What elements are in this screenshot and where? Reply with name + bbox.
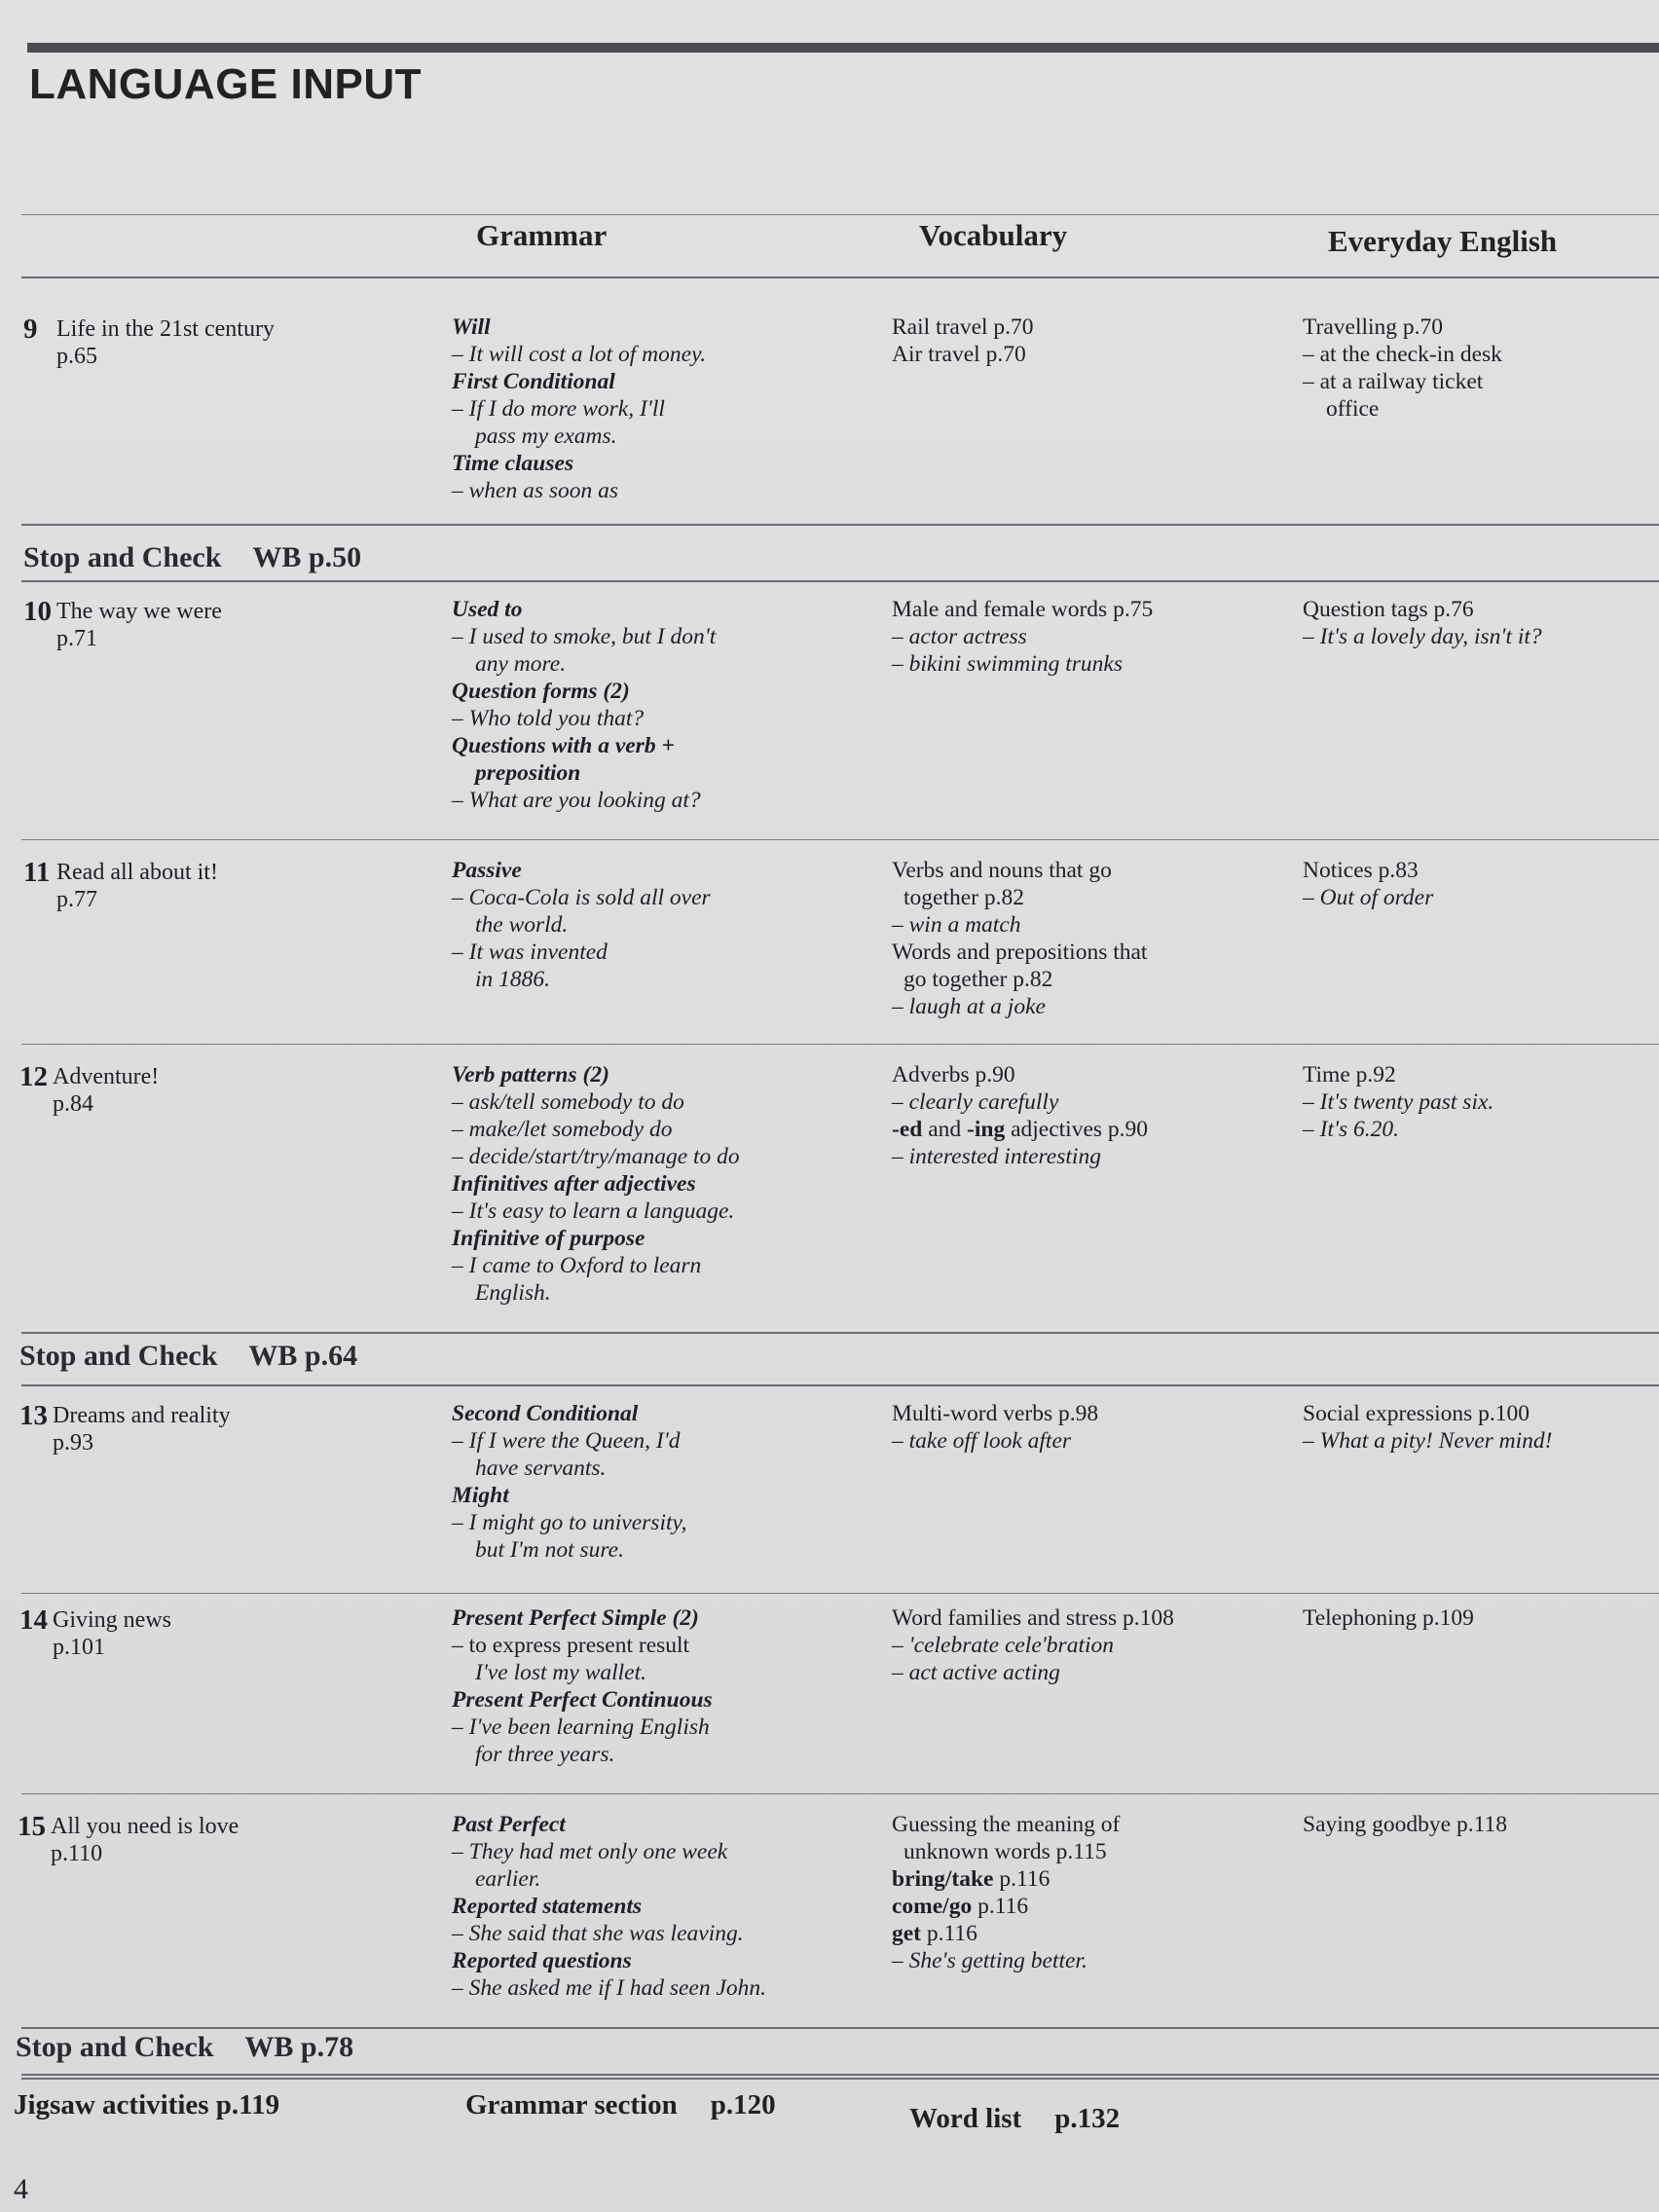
everyday-cell	[1303, 1400, 1624, 1455]
column-header-grammar: Grammar	[476, 218, 608, 252]
grammar-cell	[452, 313, 861, 504]
everyday-item: Question tags p.76	[1303, 597, 1474, 622]
grammar-heading: First Conditional	[452, 369, 615, 394]
grammar-heading: preposition	[475, 760, 581, 786]
grammar-heading: Infinitive of purpose	[452, 1226, 645, 1251]
example: – It's a lovely day, isn't it?	[1303, 624, 1542, 649]
unit-title	[51, 1813, 343, 1867]
grammar-heading: Time clauses	[452, 451, 574, 476]
unit-number: 9	[23, 313, 38, 345]
everyday-item: Social expressions p.100	[1303, 1401, 1530, 1426]
grammar-heading: Past Perfect	[452, 1812, 566, 1837]
unit-title-text: Adventure!	[53, 1064, 160, 1089]
everyday-item: Time p.92	[1303, 1062, 1396, 1088]
example: – act active acting	[892, 1660, 1060, 1685]
bold-term: bring/take	[892, 1866, 994, 1892]
everyday-item: Notices p.83	[1303, 858, 1419, 883]
example: – interested interesting	[892, 1144, 1101, 1169]
vocabulary-item: Word families and stress p.108	[892, 1605, 1174, 1631]
vocabulary-item: Air travel p.70	[892, 342, 1026, 367]
example: English.	[475, 1280, 551, 1306]
grammar-heading: Infinitives after adjectives	[452, 1171, 696, 1197]
vocabulary-item: Rail travel p.70	[892, 314, 1034, 340]
example: – She said that she was leaving.	[452, 1921, 744, 1946]
example: – I might go to university,	[452, 1510, 687, 1535]
vocabulary-item: go together p.82	[903, 967, 1053, 992]
vocabulary-cell	[892, 1061, 1301, 1170]
vocabulary-cell	[892, 1604, 1301, 1686]
example: – ask/tell somebody to do	[452, 1089, 684, 1115]
example: – They had met only one week	[452, 1839, 728, 1864]
grammar-heading: Might	[452, 1483, 509, 1508]
unit-title	[53, 1606, 345, 1661]
example: – What are you looking at?	[452, 788, 701, 813]
example: – I came to Oxford to learn	[452, 1253, 702, 1278]
unit-number: 14	[19, 1604, 48, 1636]
grammar-item: – to express present result	[452, 1633, 690, 1658]
word-list-page: p.132	[1054, 2103, 1121, 2134]
unit-number: 15	[18, 1811, 46, 1842]
unit-title-text: Life in the 21st century	[56, 316, 275, 342]
word-list-label: Word list	[909, 2103, 1022, 2134]
unit-title-text: The way we were	[56, 599, 222, 624]
example: – make/let somebody do	[452, 1117, 673, 1142]
grammar-section-link	[465, 2089, 776, 2121]
vocabulary-cell	[892, 857, 1301, 1020]
workbook-ref: WB p.50	[252, 541, 362, 573]
example: pass my exams.	[475, 424, 617, 449]
grammar-heading: Second Conditional	[452, 1401, 639, 1426]
vocabulary-item	[892, 1865, 1301, 1893]
unit-number: 13	[19, 1400, 48, 1431]
grammar-heading: Questions with a verb +	[452, 733, 675, 758]
unit-title-text: Giving news	[53, 1607, 171, 1633]
grammar-heading: Used to	[452, 597, 523, 622]
example: – 'celebrate cele'bration	[892, 1633, 1115, 1658]
bold-term: -ed	[892, 1117, 923, 1142]
divider	[21, 524, 1659, 526]
grammar-heading: Verb patterns (2)	[452, 1062, 609, 1088]
example: – I used to smoke, but I don't	[452, 624, 717, 649]
divider	[21, 1793, 1659, 1794]
example: – It's easy to learn a language.	[452, 1198, 735, 1224]
example: – What a pity! Never mind!	[1303, 1428, 1553, 1454]
example: – It's twenty past six.	[1303, 1089, 1494, 1115]
example: – It was invented	[452, 940, 608, 965]
vocabulary-cell	[892, 313, 1301, 368]
unit-page-ref: p.71	[56, 626, 97, 651]
unit-title	[56, 315, 349, 370]
vocabulary-cell	[892, 1811, 1301, 1974]
jigsaw-activities-link: Jigsaw activities p.119	[14, 2089, 280, 2120]
divider	[21, 1384, 1659, 1386]
word-list-link	[909, 2103, 1120, 2135]
grammar-cell	[452, 1811, 861, 2002]
divider	[21, 2027, 1659, 2029]
everyday-item: Saying goodbye p.118	[1303, 1812, 1507, 1837]
grammar-cell	[452, 1400, 861, 1564]
grammar-heading: Will	[452, 314, 491, 340]
bold-term: get	[892, 1921, 922, 1946]
page-ref: p.116	[972, 1894, 1029, 1919]
example: – I've been learning English	[452, 1714, 710, 1740]
divider	[21, 2074, 1659, 2076]
unit-title	[53, 1063, 345, 1118]
column-header-vocabulary: Vocabulary	[919, 218, 1068, 252]
top-rule	[27, 43, 1659, 53]
unit-title	[56, 859, 349, 913]
grammar-section-page: p.120	[710, 2089, 776, 2120]
vocabulary-item: unknown words p.115	[903, 1839, 1107, 1864]
unit-page-ref: p.77	[56, 887, 97, 912]
vocabulary-item: Words and prepositions that	[892, 940, 1148, 965]
unit-number: 10	[23, 596, 52, 627]
page-number: 4	[14, 2173, 28, 2205]
bold-term: -ing	[967, 1117, 1006, 1142]
stop-and-check-label: Stop and Check	[19, 1340, 218, 1372]
grammar-heading: Reported questions	[452, 1948, 632, 1973]
everyday-item: Telephoning p.109	[1303, 1605, 1474, 1631]
unit-title	[56, 598, 349, 652]
section-title: LANGUAGE INPUT	[29, 60, 422, 108]
example: in 1886.	[475, 967, 551, 992]
everyday-item: – at the check-in desk	[1303, 342, 1502, 367]
unit-title	[53, 1402, 345, 1456]
grammar-heading: Present Perfect Simple (2)	[452, 1605, 699, 1631]
example: – win a match	[892, 912, 1021, 938]
workbook-ref: WB p.78	[244, 2031, 354, 2063]
everyday-cell	[1303, 1604, 1624, 1632]
vocabulary-item: Guessing the meaning of	[892, 1812, 1121, 1837]
unit-page-ref: p.93	[53, 1430, 93, 1456]
vocabulary-item: together p.82	[903, 885, 1024, 910]
vocabulary-item: Adverbs p.90	[892, 1062, 1015, 1088]
stop-and-check-label: Stop and Check	[16, 2031, 214, 2063]
grammar-heading: Present Perfect Continuous	[452, 1687, 713, 1713]
divider	[21, 1593, 1659, 1594]
stop-and-check-label: Stop and Check	[23, 541, 222, 573]
divider	[21, 1332, 1659, 1334]
grammar-cell	[452, 857, 861, 993]
example: – It's 6.20.	[1303, 1117, 1400, 1142]
divider	[21, 839, 1659, 840]
example: – clearly carefully	[892, 1089, 1059, 1115]
vocabulary-cell	[892, 1400, 1301, 1455]
page-ref: p.116	[993, 1866, 1051, 1892]
example: earlier.	[475, 1866, 541, 1892]
example: – She's getting better.	[892, 1948, 1088, 1973]
unit-number: 12	[19, 1061, 48, 1092]
stop-and-check	[16, 2031, 353, 2064]
unit-page-ref: p.84	[53, 1091, 93, 1117]
example: any more.	[475, 651, 567, 677]
example: – If I were the Queen, I'd	[452, 1428, 681, 1454]
everyday-cell	[1303, 313, 1624, 423]
example: – It will cost a lot of money.	[452, 342, 707, 367]
vocabulary-item: Male and female words p.75	[892, 597, 1154, 622]
unit-title-text: Read all about it!	[56, 860, 218, 885]
grammar-cell	[452, 1604, 861, 1768]
bold-term: come/go	[892, 1894, 973, 1919]
column-header-everyday-english: Everyday English	[1328, 224, 1558, 258]
connector: and	[922, 1117, 968, 1142]
divider	[21, 276, 1659, 278]
example: – Coca-Cola is sold all over	[452, 885, 711, 910]
unit-page-ref: p.101	[53, 1635, 105, 1660]
vocabulary-item	[892, 1116, 1301, 1143]
example: but I'm not sure.	[475, 1537, 624, 1563]
vocabulary-cell	[892, 596, 1301, 678]
example: for three years.	[475, 1742, 615, 1767]
example: – Who told you that?	[452, 706, 645, 731]
vocabulary-item	[892, 1893, 1301, 1920]
unit-page-ref: p.110	[51, 1841, 103, 1866]
everyday-cell	[1303, 596, 1624, 650]
everyday-cell	[1303, 1811, 1624, 1838]
example: – If I do more work, I'll	[452, 396, 665, 422]
everyday-item: – at a railway ticket	[1303, 369, 1484, 394]
everyday-item: Travelling p.70	[1303, 314, 1444, 340]
example: – laugh at a joke	[892, 994, 1046, 1019]
everyday-item: office	[1326, 396, 1380, 422]
everyday-cell	[1303, 857, 1624, 911]
unit-title-text: Dreams and reality	[53, 1403, 231, 1428]
example: – when as soon as	[452, 478, 619, 503]
divider	[21, 214, 1659, 215]
grammar-cell	[452, 1061, 861, 1307]
unit-page-ref: p.65	[56, 344, 97, 369]
vocabulary-item: Multi-word verbs p.98	[892, 1401, 1099, 1426]
grammar-heading: Passive	[452, 858, 522, 883]
example: – bikini swimming trunks	[892, 651, 1123, 677]
grammar-heading: Question forms (2)	[452, 679, 630, 704]
divider	[21, 580, 1659, 582]
divider	[21, 1044, 1659, 1045]
page-ref: adjectives p.90	[1005, 1117, 1149, 1142]
stop-and-check	[19, 1340, 357, 1373]
example: – She asked me if I had seen John.	[452, 1975, 767, 2001]
workbook-ref: WB p.64	[248, 1340, 358, 1372]
example: have servants.	[475, 1456, 607, 1481]
stop-and-check	[23, 541, 361, 574]
divider	[21, 2078, 1659, 2080]
example: – Out of order	[1303, 885, 1434, 910]
example: – take off look after	[892, 1428, 1072, 1454]
unit-number: 11	[23, 857, 51, 888]
page-ref: p.116	[921, 1921, 977, 1946]
vocabulary-item	[892, 1920, 1301, 1947]
grammar-section-label: Grammar section	[465, 2089, 678, 2120]
example: – actor actress	[892, 624, 1027, 649]
grammar-heading: Reported statements	[452, 1894, 643, 1919]
grammar-cell	[452, 596, 861, 814]
unit-title-text: All you need is love	[51, 1814, 240, 1839]
vocabulary-item: Verbs and nouns that go	[892, 858, 1112, 883]
everyday-cell	[1303, 1061, 1624, 1143]
example: I've lost my wallet.	[475, 1660, 647, 1685]
example: the world.	[475, 912, 569, 938]
example: – decide/start/try/manage to do	[452, 1144, 740, 1169]
